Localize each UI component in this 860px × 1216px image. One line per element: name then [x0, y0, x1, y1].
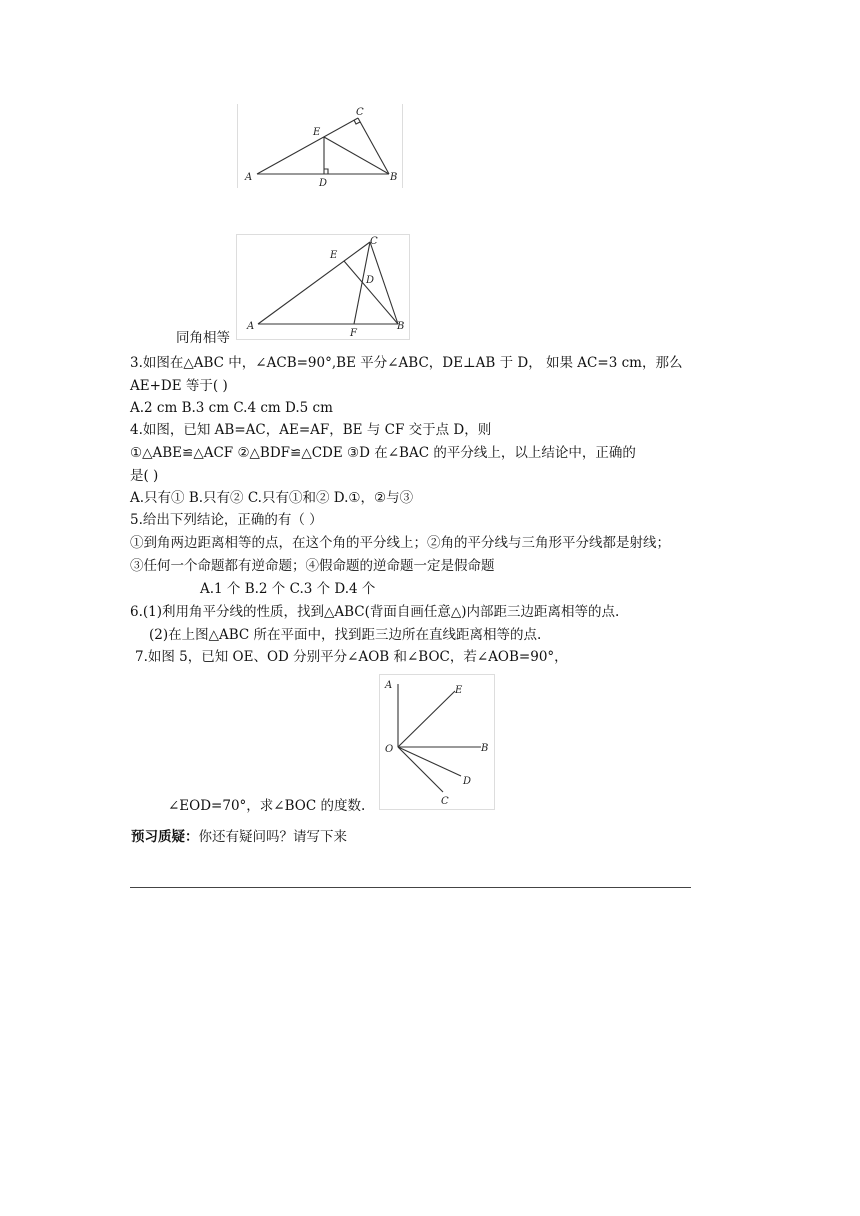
figure-triangle-abc-1	[237, 104, 403, 188]
preview-section	[131, 828, 347, 846]
figure-triangle-abc-2	[236, 234, 410, 340]
fig1-label-a: A	[245, 172, 253, 183]
question-4-line-1: 4.如图，已知 AB=AC，AE=AF，BE 与 CF 交于点 D，则	[130, 422, 492, 438]
question-6-line-1: 6.(1)利用角平分线的性质，找到△ABC(背面自画任意△)内部距三边距离相等的点.	[130, 604, 620, 620]
figure-2-caption: 同角相等	[176, 330, 230, 346]
fig2-label-c: C	[370, 236, 378, 247]
question-5-line-1: 5.给出下列结论，正确的有（ ）	[130, 512, 323, 528]
question-5-line-3: ③任何一个命题都有逆命题；④假命题的逆命题一定是假命题	[130, 558, 495, 574]
fig3-label-c: C	[441, 796, 449, 807]
figure-5-angles	[379, 674, 495, 810]
question-4-options: A.只有① B.只有② C.只有①和② D.①，②与③	[130, 490, 414, 506]
fig3-label-o: O	[385, 744, 394, 755]
question-5-line-2: ①到角两边距离相等的点，在这个角的平分线上；②角的平分线与三角形平分线都是射线；	[130, 535, 670, 551]
fig3-label-a: A	[385, 680, 393, 691]
fig1-label-e: E	[313, 127, 321, 138]
question-5-options: A.1 个 B.2 个 C.3 个 D.4 个	[200, 581, 376, 597]
question-3-line-1: 3.如图在△ABC 中，∠ACB=90°,BE 平分∠ABC，DE⊥AB 于 D， 如果 AC=3 cm，那么	[130, 355, 683, 371]
fig1-label-b: B	[390, 172, 398, 183]
fig2-label-f: F	[350, 328, 357, 339]
preview-text: 你还有疑问吗？请写下来	[198, 829, 347, 845]
question-3-line-2: AE+DE 等于( )	[130, 378, 228, 394]
question-4-line-2: ①△ABE≌△ACF ②△BDF≌△CDE ③D 在∠BAC 的平分线上，以上结论中，正确的	[130, 445, 636, 461]
fig2-label-a: A	[247, 321, 255, 332]
fig2-label-b: B	[397, 321, 405, 332]
fig3-label-b: B	[481, 743, 489, 754]
fig1-label-d: D	[319, 178, 328, 189]
fig2-label-e: E	[330, 250, 338, 261]
fig3-label-d: D	[463, 776, 472, 787]
answer-line	[130, 887, 691, 888]
question-6-line-2: (2)在上图△ABC 所在平面中，找到距三边所在直线距离相等的点.	[149, 627, 542, 643]
fig2-label-d: D	[366, 275, 375, 286]
fig1-label-c: C	[356, 107, 364, 118]
question-4-line-3: 是( )	[130, 468, 159, 484]
fig3-label-e: E	[455, 685, 463, 696]
question-7-line-2: ∠EOD=70°，求∠BOC 的度数.	[168, 798, 366, 814]
question-3-options: A.2 cm B.3 cm C.4 cm D.5 cm	[130, 400, 333, 416]
question-7-line-1: 7.如图 5，已知 OE、OD 分别平分∠AOB 和∠BOC，若∠AOB=90°，	[135, 649, 568, 665]
preview-label: 预习质疑：	[131, 829, 199, 845]
